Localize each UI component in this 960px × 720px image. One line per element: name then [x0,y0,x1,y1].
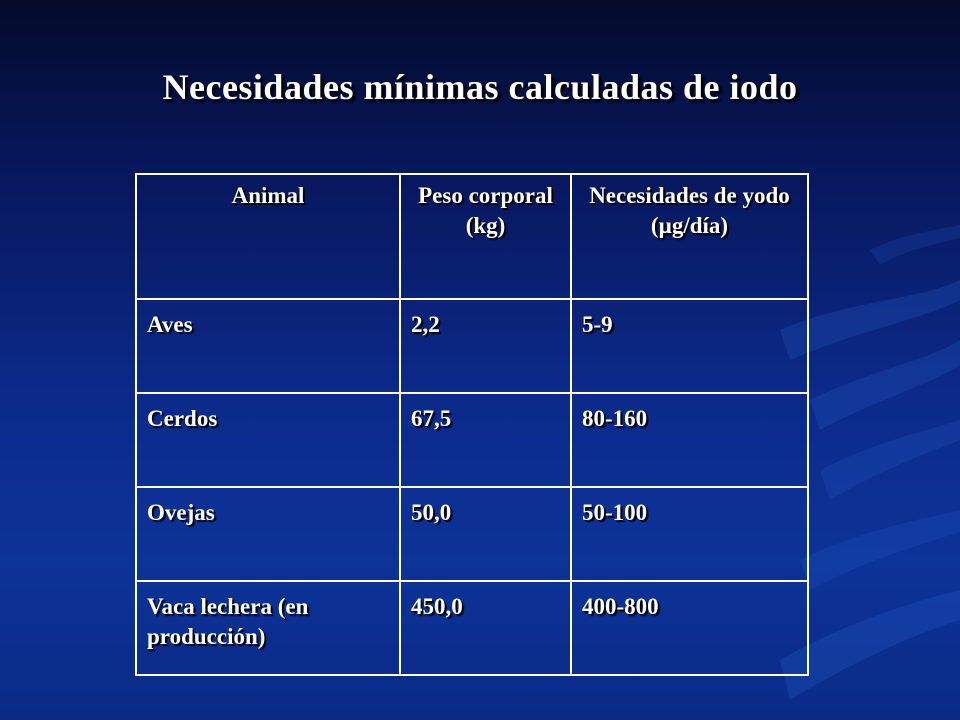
cell-animal: Ovejas [136,487,400,581]
iodine-requirements-table [135,173,809,676]
header-animal: Animal [136,174,400,299]
header-body-weight: Peso corporal (kg) [400,174,571,299]
table-row [136,487,808,581]
cell-body-weight: 2,2 [400,299,571,393]
table-header-row [136,174,808,299]
header-iodine-needs: Necesidades de yodo (µg/día) [571,174,808,299]
cell-iodine-needs: 400-800 [571,581,808,675]
cell-animal: Cerdos [136,393,400,487]
table-row [136,299,808,393]
cell-animal: Aves [136,299,400,393]
cell-iodine-needs: 50-100 [571,487,808,581]
table-row [136,581,808,675]
cell-iodine-needs: 5-9 [571,299,808,393]
cell-body-weight: 50,0 [400,487,571,581]
slide-title: Necesidades mínimas calculadas de iodo [162,67,798,107]
cell-body-weight: 450,0 [400,581,571,675]
cell-animal: Vaca lechera (en producción) [136,581,400,675]
table-row [136,393,808,487]
cell-iodine-needs: 80-160 [571,393,808,487]
cell-body-weight: 67,5 [400,393,571,487]
